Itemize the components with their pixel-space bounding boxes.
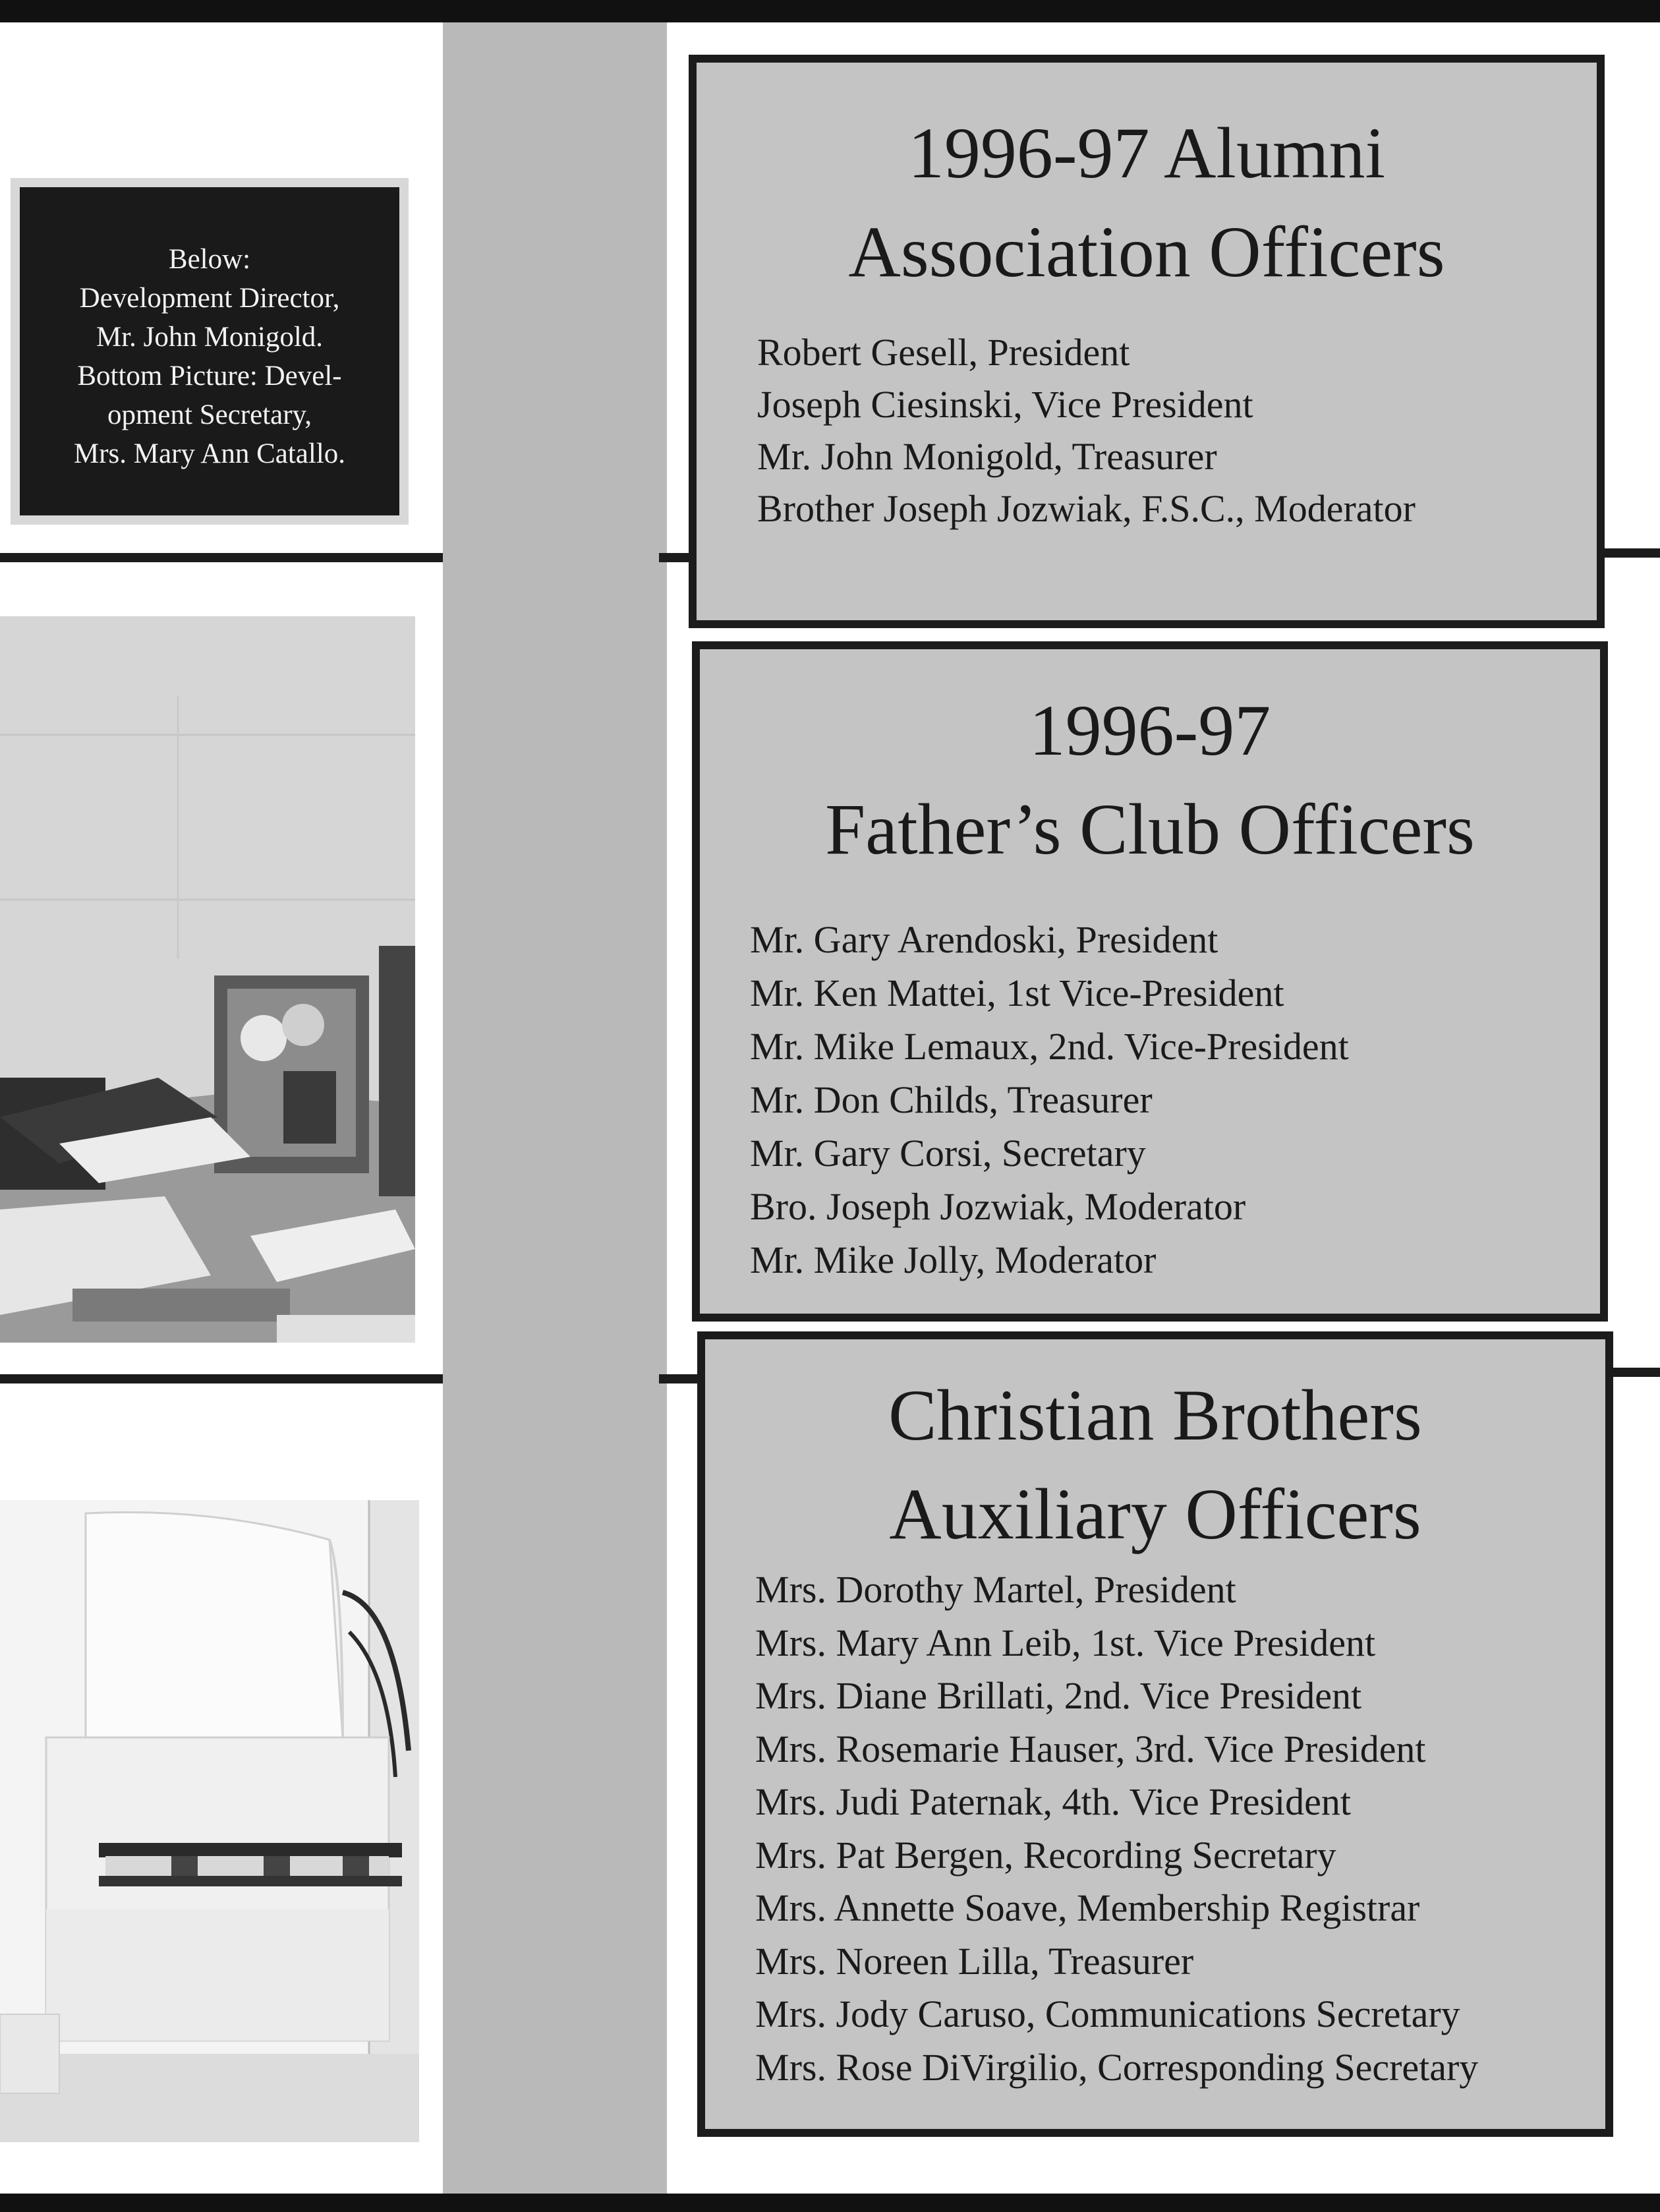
officer-entry: Mr. Don Childs, Treasurer (750, 1078, 1153, 1121)
officer-entry: Mr. Mike Jolly, Moderator (750, 1238, 1157, 1281)
gray-center-strip (443, 22, 667, 2194)
auxiliary-officers-box (697, 1331, 1613, 2137)
auxiliary-title-line2: Auxiliary Officers (889, 1474, 1421, 1554)
fathers-club-officers-box (692, 641, 1608, 1322)
officer-entry: Mrs. Jody Caruso, Communications Secretary (755, 1993, 1460, 2035)
officer-entry: Mrs. Diane Brillati, 2nd. Vice President (755, 1674, 1362, 1717)
officer-entry: Bro. Joseph Jozwiak, Moderator (750, 1185, 1246, 1228)
caption-line: Bottom Picture: Devel- (77, 361, 342, 392)
divider-rule (659, 1374, 699, 1383)
divider-rule (0, 553, 443, 562)
alumni-title-line2: Association Officers (848, 212, 1445, 292)
caption-text (20, 187, 399, 515)
fathers-club-title-line2: Father’s Club Officers (825, 789, 1475, 869)
auxiliary-title-line1: Christian Brothers (888, 1375, 1422, 1455)
officer-entry: Mrs. Rose DiVirgilio, Corresponding Secretary (755, 2045, 1479, 2089)
caption-line: Below: (168, 244, 251, 275)
alumni-officer-list (757, 326, 1416, 535)
alumni-title-line1: 1996-97 Alumni (907, 113, 1386, 193)
officer-entry: Mr. Gary Corsi, Secretary (750, 1132, 1146, 1175)
officer-entry: Mrs. Noreen Lilla, Treasurer (755, 1939, 1194, 1983)
alumni-officers-box (689, 55, 1605, 628)
officer-entry: Mr. John Monigold, Treasurer (757, 435, 1217, 478)
office-desk-photo (0, 616, 415, 1343)
officer-entry: Mrs. Mary Ann Leib, 1st. Vice President (755, 1621, 1376, 1664)
divider-rule (1601, 548, 1660, 558)
officer-entry: Mr. Ken Mattei, 1st Vice-President (750, 972, 1284, 1014)
officer-entry: Mrs. Annette Soave, Membership Registrar (755, 1886, 1420, 1929)
divider-rule (659, 553, 691, 562)
officer-entry: Joseph Ciesinski, Vice President (757, 383, 1253, 426)
officer-entry: Mr. Mike Lemaux, 2nd. Vice-President (750, 1025, 1349, 1068)
bottom-border (0, 2194, 1660, 2212)
divider-rule (1608, 1368, 1660, 1377)
caption-line: Development Director, (79, 283, 340, 314)
officer-entry: Robert Gesell, President (757, 331, 1130, 374)
officer-entry: Mrs. Rosemarie Hauser, 3rd. Vice President (755, 1727, 1426, 1770)
caption-line: Mr. John Monigold. (96, 322, 324, 353)
printer-photo (0, 1500, 419, 2142)
officer-entry: Mr. Gary Arendoski, President (750, 918, 1218, 961)
top-border (0, 0, 1660, 22)
officer-entry: Mrs. Pat Bergen, Recording Secretary (755, 1833, 1336, 1877)
caption-line: opment Secretary, (107, 399, 312, 430)
officer-entry: Mrs. Judi Paternak, 4th. Vice President (755, 1780, 1351, 1823)
fathers-club-title-line1: 1996-97 (1029, 690, 1271, 771)
fathers-club-officer-list (750, 913, 1349, 1287)
divider-rule (0, 1374, 443, 1383)
caption-line: Mrs. Mary Ann Catallo. (73, 438, 346, 469)
officer-entry: Mrs. Dorothy Martel, President (755, 1568, 1236, 1611)
officer-entry: Brother Joseph Jozwiak, F.S.C., Moderator (757, 487, 1416, 530)
auxiliary-officer-list (755, 1563, 1478, 2094)
photo-caption (11, 178, 409, 525)
